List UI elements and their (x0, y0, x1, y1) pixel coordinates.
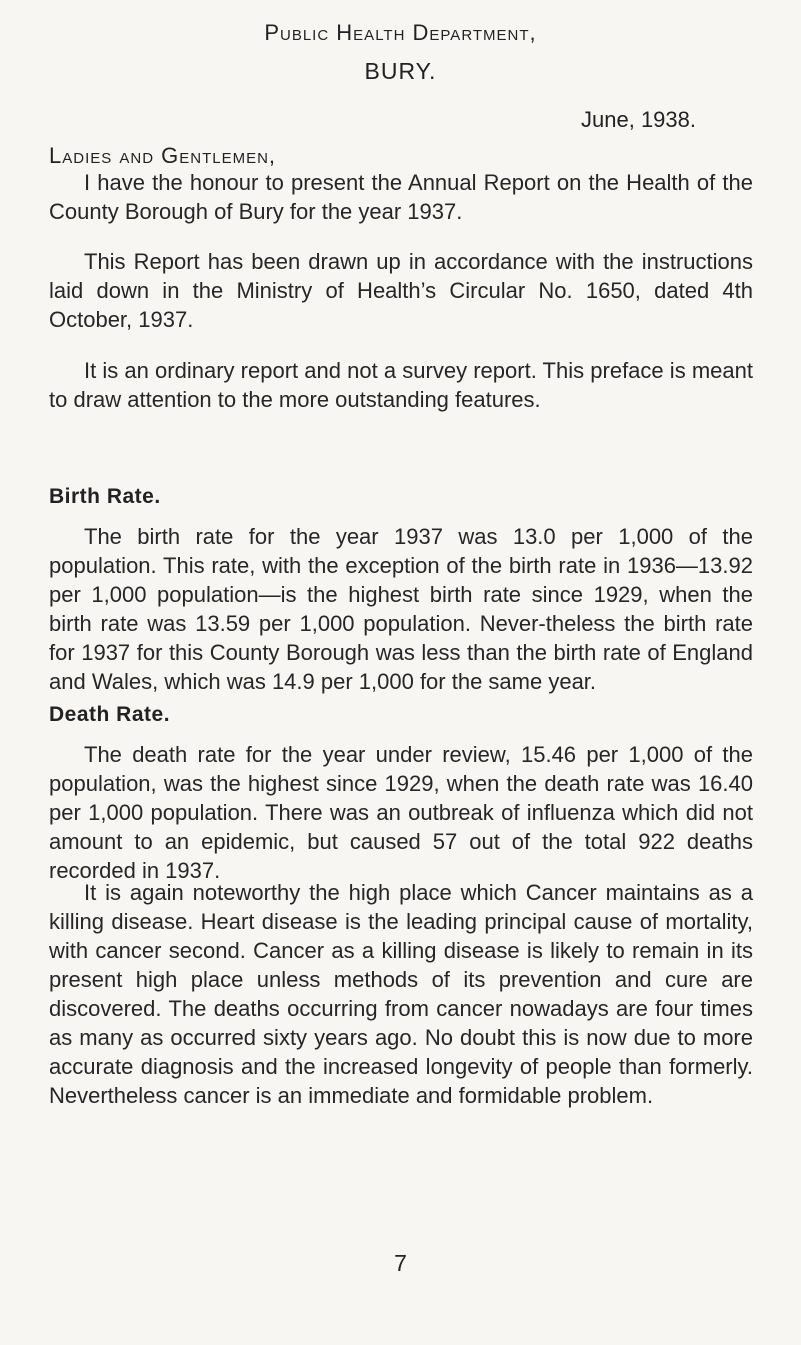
birth-rate-heading: Birth Rate. (49, 485, 161, 508)
salutation: Ladies and Gentlemen, (49, 143, 277, 168)
report-date: June, 1938. (581, 107, 696, 132)
page-number: 7 (394, 1250, 407, 1276)
death-rate-paragraph-2: It is again noteworthy the high place which Cancer maintains as a killing disease. Heart disease is the leading principal cause of mortality, with cancer second. Cancer as a killing disease is likely to remain in its present high place unless methods of its prevention and cure are discovered. The deaths occurring from cancer nowadays are four times as many as occurred sixty years ago. No doubt this is now due to more accurate diagnosis and the increased longevity of people than formerly. Nevertheless cancer is an immediate and formidable problem. (49, 880, 753, 1108)
intro-paragraph-1: I have the honour to present the Annual Report on the Health of the County Borough of Bury for the year 1937. (49, 170, 753, 224)
intro-paragraph-3: It is an ordinary report and not a survey report. This preface is meant to draw attention to the more outstanding features. (49, 358, 753, 412)
department-heading: Public Health Department, (264, 20, 537, 45)
death-rate-heading: Death Rate. (49, 703, 171, 726)
death-rate-paragraph-1: The death rate for the year under review, 15.46 per 1,000 of the population, was the highest since 1929, when the death rate was 16.40 per 1,000 population. There was an outbreak of influenza which did not amount to an epidemic, but caused 57 out of the total 922 deaths recorded in 1937. (49, 742, 753, 883)
intro-paragraph-2: This Report has been drawn up in accordance with the instructions laid down in the Ministry of Health’s Circular No. 1650, dated 4th October, 1937. (49, 249, 753, 332)
birth-rate-paragraph: The birth rate for the year 1937 was 13.0 per 1,000 of the population. This rate, with the exception of the birth rate in 1936—13.92 per 1,000 population—is the highest birth rate since 1929, when the birth rate was 13.59 per 1,000 population. Never-theless the birth rate for 1937 for this County Borough was less than the birth rate of England and Wales, which was 14.9 per 1,000 for the same year. (49, 524, 753, 694)
place-heading: BURY. (364, 58, 437, 84)
